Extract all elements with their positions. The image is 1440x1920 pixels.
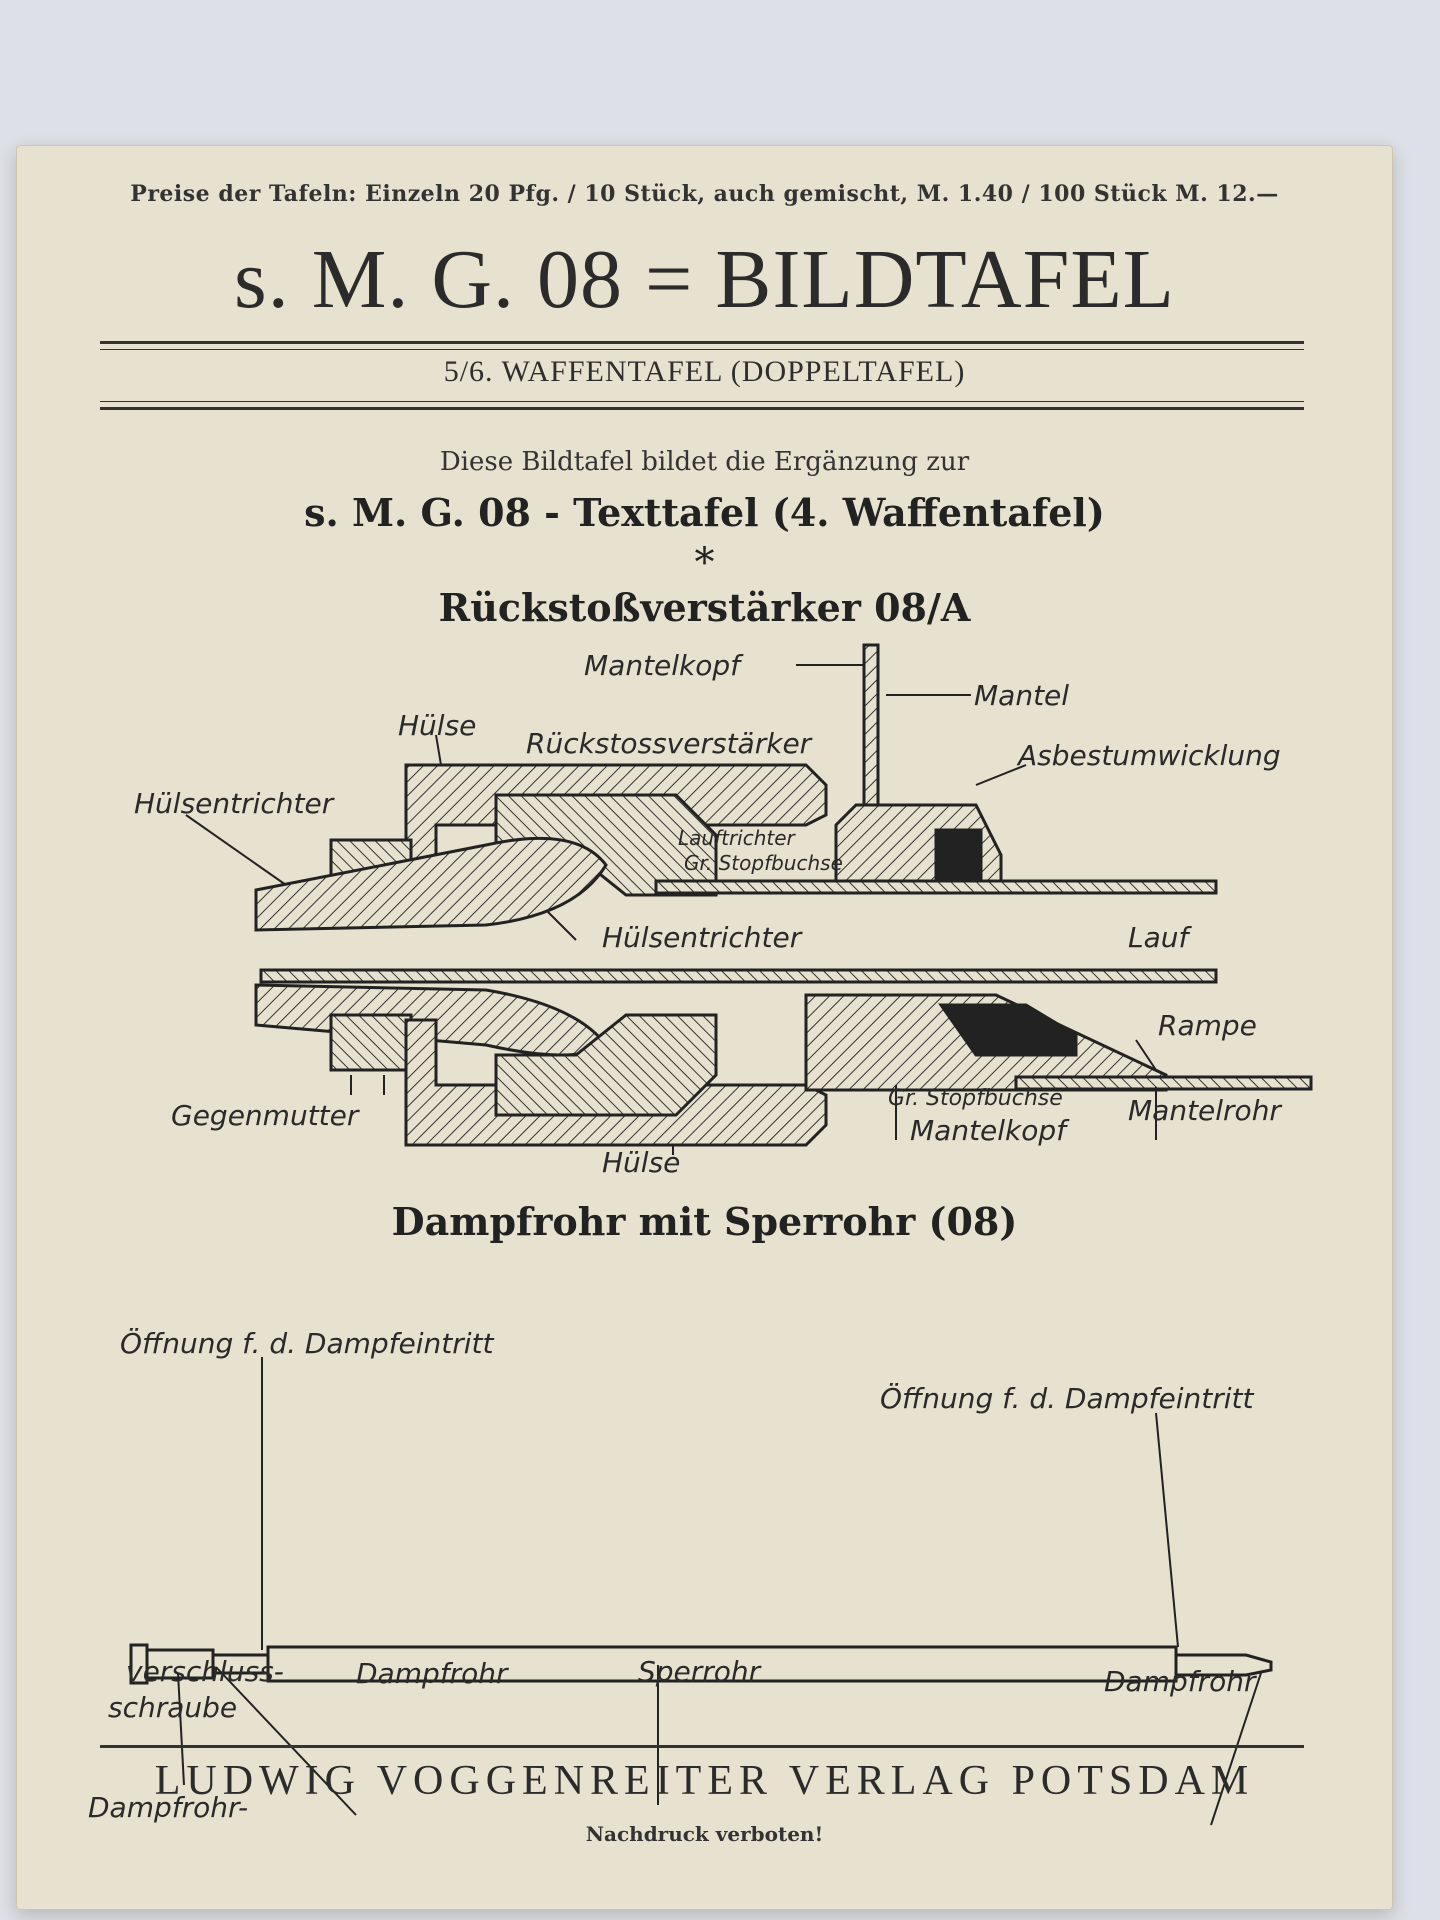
document-sheet (16, 145, 1393, 1910)
lauf-upper (656, 881, 1216, 893)
texttafel-reference: s. M. G. 08 - Texttafel (4. Waffentafel) (304, 490, 1105, 535)
title-rule-top (100, 341, 1304, 344)
label-verschlussschraube-1: Dampfrohr- (88, 1791, 249, 1824)
price-line: Preise der Tafeln: Einzeln 20 Pfg. / 10 Stück, auch gemischt, M. 1.40 / 100 Stück M. 12.— (130, 181, 1279, 207)
star-separator: * (694, 540, 715, 586)
label-gr-stopfbuchse-lower: Gr. Stopfbuchse (888, 1086, 1063, 1111)
label-oeffnung-right: Öffnung f. d. Dampfeintritt (880, 1382, 1254, 1415)
gegenmutter-lower (331, 1015, 411, 1070)
subtitle-rule-thin (100, 401, 1304, 402)
label-sperrohr: Sperrohr (638, 1655, 761, 1688)
page-title: s. M. G. 08 = BILDTAFEL (234, 233, 1175, 326)
label-lauf: Lauf (1128, 921, 1189, 954)
label-verschlussschraube-2: verschluss- (126, 1655, 284, 1688)
title-rule-thin (100, 349, 1304, 350)
label-rueckstossverstaerker: Rückstossverstärker (526, 727, 812, 760)
label-gr-stopfbuchse-upper: Gr. Stopfbuchse (684, 851, 843, 875)
recoil-booster-diagram (16, 635, 1393, 1180)
subtitle: 5/6. WAFFENTAFEL (DOPPELTAFEL) (443, 355, 966, 388)
label-huelsentrichter-center: Hülsentrichter (602, 921, 802, 954)
label-gegenmutter: Gegenmutter (171, 1099, 359, 1132)
label-asbestumwicklung: Asbestumwicklung (1018, 739, 1281, 772)
label-lauftrichter: Lauftrichter (678, 826, 795, 850)
footer-rule (100, 1745, 1304, 1748)
packing-upper (936, 830, 981, 880)
label-dampfrohr-right: Dampfrohr (1104, 1665, 1256, 1698)
reprint-notice: Nachdruck verboten! (585, 1822, 824, 1846)
label-mantelkopf-bottom: Mantelkopf (910, 1114, 1067, 1147)
figure2-heading: Dampfrohr mit Sperrohr (08) (391, 1199, 1018, 1244)
subtitle-rule-bottom (100, 407, 1304, 410)
label-mantelrohr: Mantelrohr (1128, 1094, 1281, 1127)
steam-tube-labels (16, 1645, 1393, 1755)
mantel-plate (864, 645, 878, 805)
label-mantel: Mantel (974, 679, 1070, 712)
label-dampfrohr-left: Dampfrohr (356, 1657, 508, 1690)
lauf-lower (261, 970, 1216, 982)
label-huelse-bottom: Hülse (602, 1146, 681, 1179)
label-huelsentrichter-left: Hülsentrichter (134, 787, 334, 820)
label-huelse-top: Hülse (398, 709, 477, 742)
label-oeffnung-left: Öffnung f. d. Dampfeintritt (120, 1327, 494, 1360)
label-rampe: Rampe (1158, 1009, 1257, 1042)
label-verschlussschraube-3: schraube (108, 1691, 238, 1724)
publisher: LUDWIG VOGGENREITER VERLAG POTSDAM (154, 1758, 1255, 1804)
label-mantelkopf-top: Mantelkopf (584, 649, 741, 682)
figure1-heading: Rückstoßverstärker 08/A (438, 585, 971, 630)
intro-line: Diese Bildtafel bildet die Ergänzung zur (439, 447, 970, 477)
